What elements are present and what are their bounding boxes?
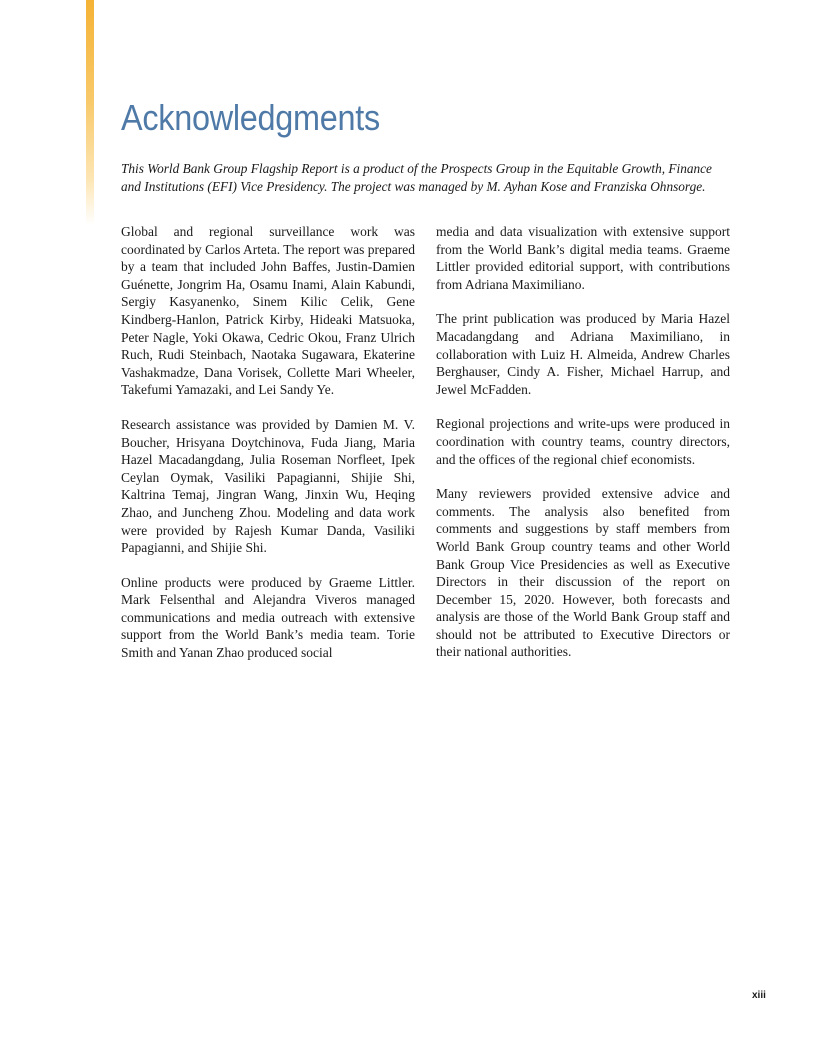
accent-bar bbox=[86, 0, 94, 225]
page-title: Acknowledgments bbox=[121, 97, 380, 138]
paragraph-digital-media: media and data visualization with extensive support from the World Bank’s digital media teams. Graeme Littler provided editorial support, with contributions from Adriana Maximiliano. bbox=[436, 224, 730, 292]
left-column bbox=[121, 223, 415, 679]
paragraph-surveillance-team: Global and regional surveillance work was coordinated by Carlos Arteta. The report was prepared by a team that included John Baffes, Justin-Damien Guénette, Jongrim Ha, Osamu Inami, Alain Kabundi, Sergiy Kasyanenko, Sinem Kilic Celik, Gene Kindberg-Hanlon, Patrick Kirby, Hideaki Matsuoka, Peter Nagle, Yoki Okawa, Cedric Okou, Franz Ulrich Ruch, Rudi Steinbach, Naotaka Sugawara, Ekaterine Vashakmadze, Dana Vorisek, Collette Mari Wheeler, Takefumi Yamazaki, and Lei Sandy Ye. bbox=[121, 224, 415, 398]
paragraph-print-publication: The print publication was produced by Maria Hazel Macadangdang and Adriana Maximiliano, in collaboration with Luiz H. Almeida, Andrew Charles Berghauser, Cindy A. Fisher, Michael Harrup, and Jewel McFadden. bbox=[436, 311, 730, 397]
paragraph-online-products: Online products were produced by Graeme Littler. Mark Felsenthal and Alejandra Viveros managed communications and media outreach with extensive support from the World Bank’s media team. Torie Smith and Yanan Zhao produced social bbox=[121, 574, 415, 661]
paragraph-regional-projections: Regional projections and write-ups were produced in coordination with country teams, country directors, and the offices of the regional chief economists. bbox=[436, 416, 730, 467]
intro-paragraph: This World Bank Group Flagship Report is a product of the Prospects Group in the Equitable Growth, Finance and Institutions (EFI) Vice Presidency. The project was managed by M. Ayhan Kose and Franziska Ohnsorge. bbox=[121, 161, 712, 194]
paragraph-reviewers: Many reviewers provided extensive advice and comments. The analysis also benefited from comments and suggestions by staff members from World Bank Group country teams and other World Bank Group Vice Presidencies as well as Executive Directors in their discussion of the report on December 15, 2020. However, both forecasts and analysis are those of the World Bank Group staff and should not be attributed to Executive Directors or their national authorities. bbox=[436, 486, 730, 660]
right-column bbox=[436, 223, 730, 678]
page-number: xiii bbox=[752, 990, 766, 1001]
paragraph-research-assistance: Research assistance was provided by Damien M. V. Boucher, Hrisyana Doytchinova, Fuda Jiang, Maria Hazel Macadangdang, Julia Roseman Norfleet, Ipek Ceylan Oymak, Vasiliki Papagianni, Shijie Shi, Kaltrina Temaj, Jingran Wang, Jinxin Wu, Heqing Zhao, and Juncheng Zhou. Modeling and data work were provided by Rajesh Kumar Danda, Vasiliki Papagianni, and Shijie Shi. bbox=[121, 416, 415, 556]
